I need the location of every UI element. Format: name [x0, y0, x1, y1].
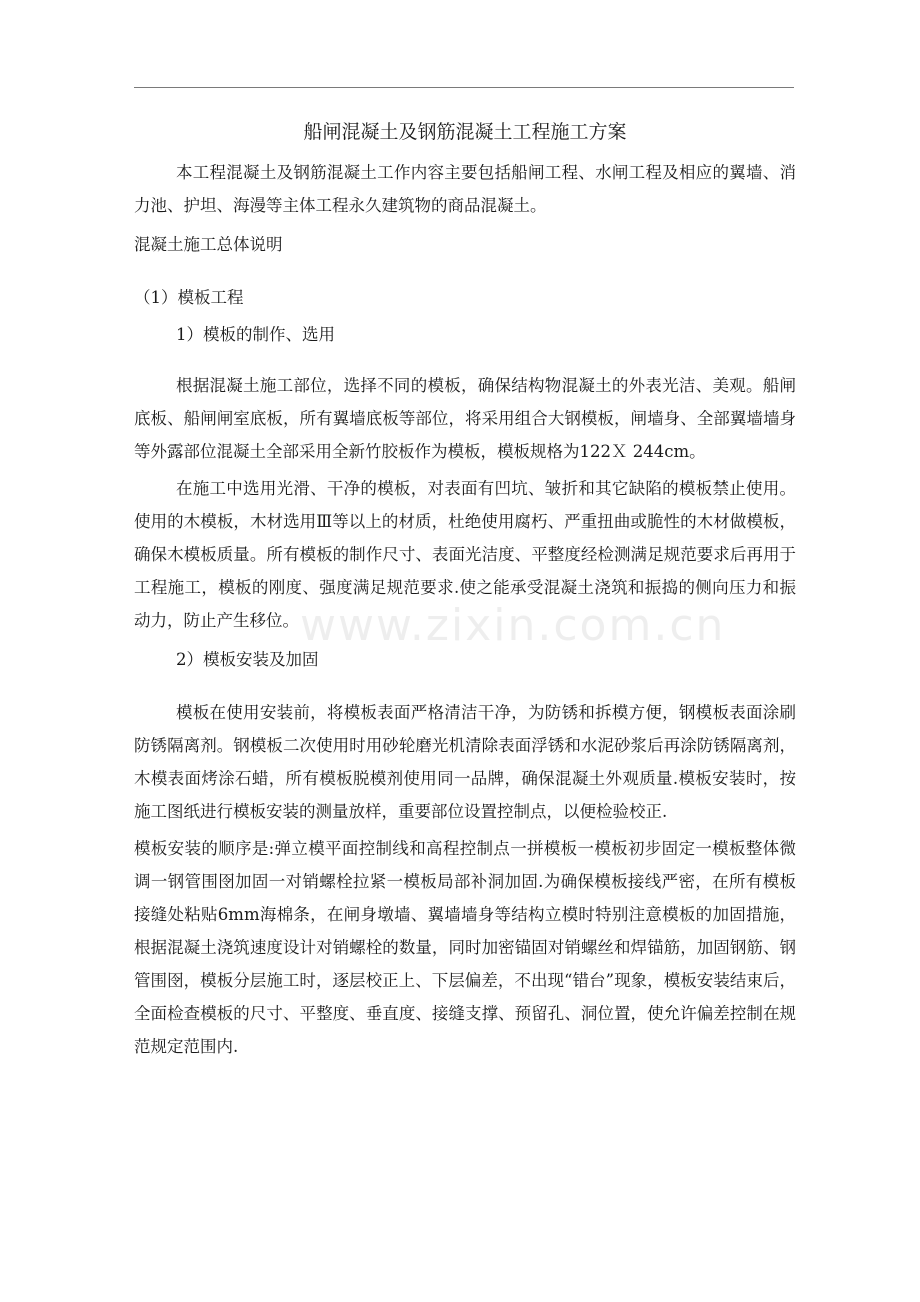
document-title: 船闸混凝土及钢筋混凝土工程施工方案	[303, 121, 627, 143]
paragraph-formwork-cleaning: 模板在使用安装前，将模板表面严格清洁干净，为防锈和拆模方便，钢模板表面涂刷防锈隔离剂。钢模板二次使用时用砂轮磨光机清除表面浮锈和水泥砂浆后再涂防锈隔离剂，木模表面烤涂石蜡，所有模板脱模剂使用同一品牌，确保混凝土外观质量.模板安装时，按施工图纸进行模板安装的测量放样，重要部位设置控制点，以便检验校正.	[134, 703, 796, 821]
document-body	[134, 112, 796, 1063]
paragraph-installation-sequence: 模板安装的顺序是:弹立模平面控制线和高程控制点一拼模板一模板初步固定一模板整体微调一钢管围囹加固一对销螺栓拉紧一模板局部补洞加固.为确保模板接线严密，在所有模板接缝处粘贴6mm海棉条，在闸身墩墙、翼墙墙身等结构立模时特别注意模板的加固措施，根据混凝土浇筑速度设计对销螺栓的数量，同时加密锚固对销螺丝和焊锚筋，加固钢筋、钢管围囹，模板分层施工时，逐层校正上、下层偏差，不出现“错台”现象，模板安装结束后，全面检查模板的尺寸、平整度、垂直度、接缝支撑、预留孔、洞位置，使允许偏差控制在规范规定范围内.	[134, 839, 796, 1056]
intro-paragraph: 本工程混凝土及钢筋混凝土工作内容主要包括船闸工程、水闸工程及相应的翼墙、消力池、护坦、海漫等主体工程永久建筑物的商品混凝土。	[134, 163, 796, 215]
section-heading: 混凝土施工总体说明	[134, 235, 283, 254]
header-rule	[134, 87, 794, 88]
paragraph-formwork-quality: 在施工中选用光滑、干净的模板，对表面有凹坑、皱折和其它缺陷的模板禁止使用。使用的木模板，木材选用Ⅲ等以上的材质，杜绝使用腐朽、严重扭曲或脆性的木材做模板，确保木模板质量。所有模板的制作尺寸、表面光洁度、平整度经检测满足规范要求后再用于工程施工，模板的刚度、强度满足规范要求.使之能承受混凝土浇筑和振捣的侧向压力和振动力，防止产生移位。	[134, 479, 796, 630]
subsection-heading-formwork: （1）模板工程	[134, 288, 244, 307]
item-heading-fabrication: 1）模板的制作、选用	[176, 325, 335, 344]
watermark: www.zixin.com.cn	[300, 600, 726, 651]
paragraph-formwork-selection: 根据混凝土施工部位，选择不同的模板，确保结构物混凝土的外表光洁、美观。船闸底板、船闸闸室底板，所有翼墙底板等部位，将采用组合大钢模板，闸墙身、全部翼墙墙身等外露部位混凝土全部采用全新竹胶板作为模板，模板规格为122Ｘ 244cm。	[134, 376, 796, 461]
item-heading-installation: 2）模板安装及加固	[176, 650, 319, 669]
